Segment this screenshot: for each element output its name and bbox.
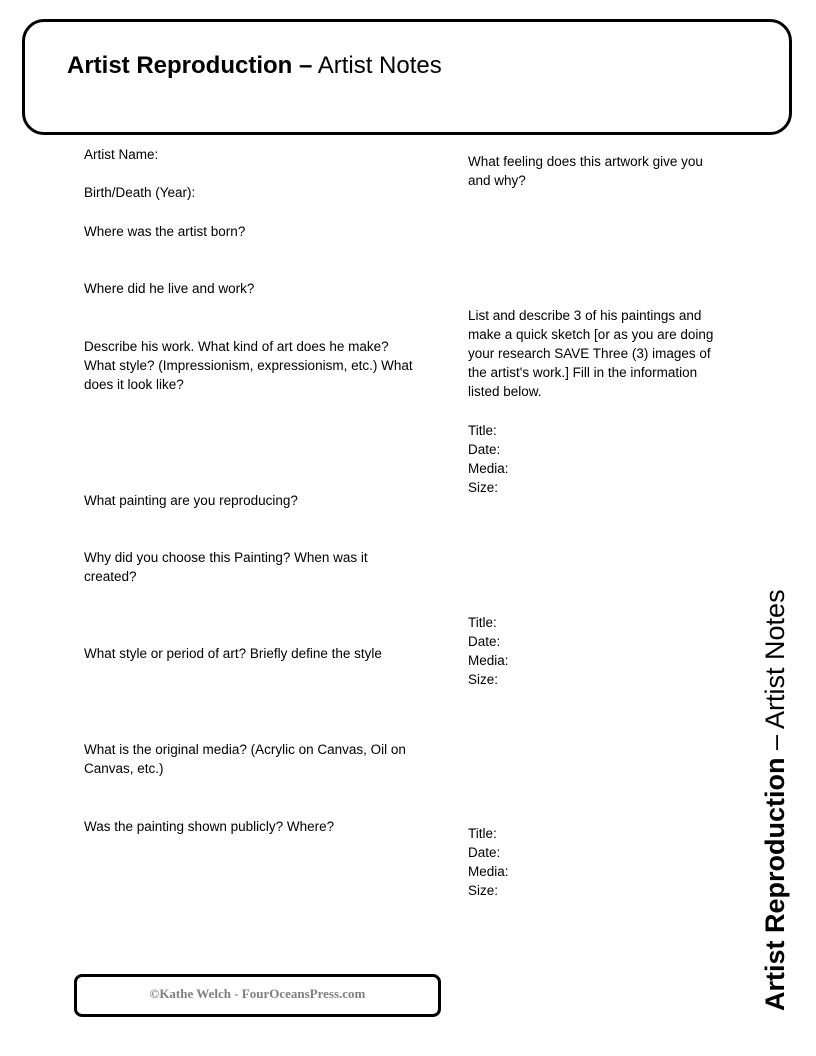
question-live-work: Where did he live and work? bbox=[84, 281, 255, 296]
painting-1-media: Media: bbox=[468, 461, 509, 476]
question-shown-publicly: Was the painting shown publicly? Where? bbox=[84, 819, 335, 834]
painting-2-size: Size: bbox=[468, 672, 499, 687]
instructions-line-1: List and describe 3 of his paintings and bbox=[468, 308, 702, 323]
instructions-line-2: make a quick sketch [or as you are doing bbox=[468, 327, 714, 342]
page-title-bold: Artist Reproduction – bbox=[67, 52, 313, 79]
copyright-text: ©Kathe Welch - FourOceansPress.com bbox=[149, 985, 366, 1001]
painting-3-date: Date: bbox=[468, 845, 501, 860]
footer-box bbox=[74, 974, 441, 1017]
question-reproducing: What painting are you reproducing? bbox=[84, 493, 298, 508]
instructions-line-4: the artist's work.] Fill in the information bbox=[468, 365, 698, 380]
side-title-bold: Artist Reproduction bbox=[760, 757, 790, 1011]
page-title bbox=[67, 52, 442, 80]
question-describe-line-1: Describe his work. What kind of art does he make? bbox=[84, 339, 389, 354]
painting-1-title: Title: bbox=[468, 423, 497, 438]
question-style-period: What style or period of art? Briefly define the style bbox=[84, 646, 382, 661]
question-media-line-2: Canvas, etc.) bbox=[84, 761, 164, 776]
painting-2-media: Media: bbox=[468, 653, 509, 668]
painting-1-date: Date: bbox=[468, 442, 501, 457]
painting-2-date: Date: bbox=[468, 634, 501, 649]
painting-1-size: Size: bbox=[468, 480, 499, 495]
instructions-line-5: listed below. bbox=[468, 384, 542, 399]
question-feeling-line-2: and why? bbox=[468, 173, 526, 188]
instructions-line-3: your research SAVE Three (3) images of bbox=[468, 346, 711, 361]
header-box bbox=[22, 19, 792, 135]
question-artist-name: Artist Name: bbox=[84, 147, 159, 162]
question-describe-line-2: What style? (Impressionism, expressionism, etc.) What bbox=[84, 358, 413, 373]
question-media-line-1: What is the original media? (Acrylic on Canvas, Oil on bbox=[84, 742, 406, 757]
painting-3-media: Media: bbox=[468, 864, 509, 879]
page-title-regular: Artist Notes bbox=[317, 52, 442, 79]
painting-3-title: Title: bbox=[468, 826, 497, 841]
question-feeling-line-1: What feeling does this artwork give you bbox=[468, 154, 703, 169]
painting-2-title: Title: bbox=[468, 615, 497, 630]
question-why-line-2: created? bbox=[84, 569, 137, 584]
side-title-regular: – Artist Notes bbox=[760, 589, 790, 750]
question-why-line-1: Why did you choose this Painting? When was it bbox=[84, 550, 368, 565]
question-birth-death: Birth/Death (Year): bbox=[84, 185, 196, 200]
painting-3-size: Size: bbox=[468, 883, 499, 898]
side-title bbox=[762, 589, 789, 1011]
question-describe-line-3: does it look like? bbox=[84, 377, 184, 392]
question-artist-born: Where was the artist born? bbox=[84, 224, 246, 239]
